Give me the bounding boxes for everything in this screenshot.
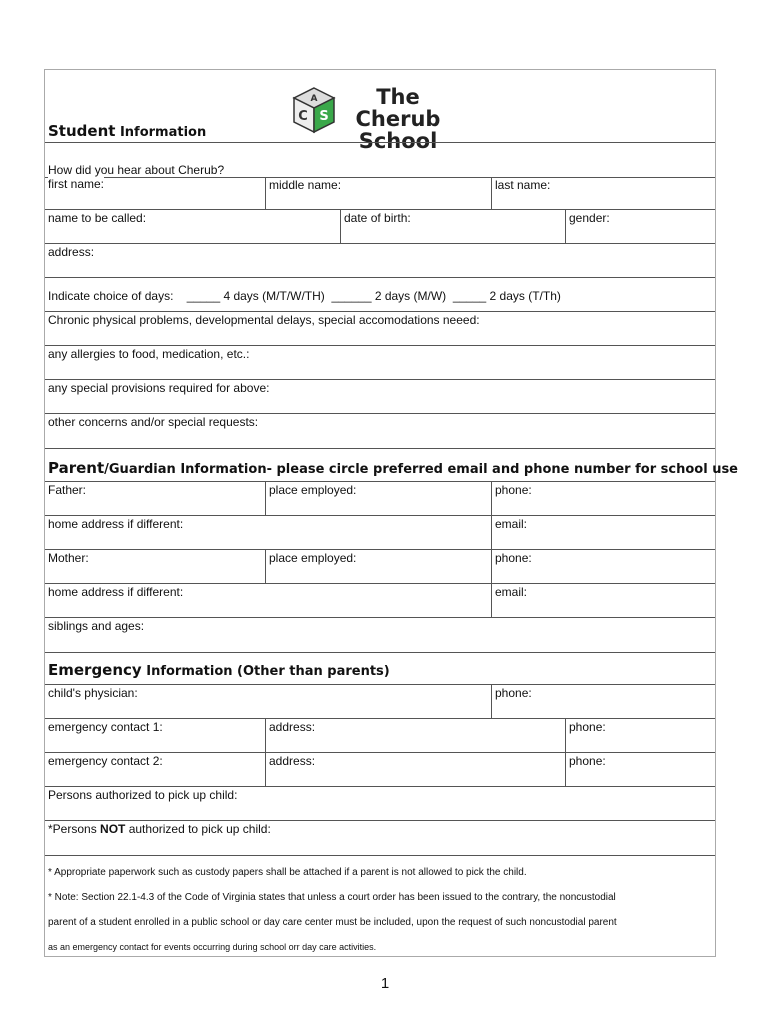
contact1-row [45,718,715,752]
cube-letter-c: C [298,109,308,124]
contact2-field[interactable]: emergency contact 2: [48,754,163,768]
called-row [45,209,715,243]
authorized-row [45,786,715,820]
contact1-phone-field[interactable]: phone: [565,719,715,752]
page-number: 1 [380,975,390,992]
days-choice[interactable]: Indicate choice of days: _____ 4 days (M/T/W/TH) ______ 2 days (M/W) _____ 2 days (T/Th) [48,289,561,303]
days-row [45,277,715,311]
mother-address-field[interactable]: home address if different: [48,585,184,599]
contact2-row [45,752,715,786]
provisions-row [45,379,715,413]
not-authorized-field[interactable]: *Persons NOT authorized to pick up child: [48,822,271,836]
siblings-field[interactable]: siblings and ages: [48,619,145,633]
physician-phone-field[interactable]: phone: [491,685,715,718]
allergies-row [45,345,715,379]
father-field[interactable]: Father: [48,483,87,497]
how-hear-label: How did you hear about Cherub? [48,163,225,177]
enrollment-form [44,69,738,957]
school-name: The Cherub School [355,85,441,153]
parent-section-heading: Parent/Guardian Information- please circle preferred email and phone number for school use [48,459,738,477]
address-row [45,243,715,277]
contact2-address-field[interactable]: address: [265,753,565,786]
virginia-note-line2: parent of a student enrolled in a public school or day care center must be included, upon the request of such noncustodial parent [48,917,617,928]
not-authorized-row [45,820,715,855]
father-address-field[interactable]: home address if different: [48,517,184,531]
siblings-row [45,617,715,652]
physician-row [45,684,715,718]
middle-name-field[interactable]: middle name: [265,177,491,210]
school-logo [292,85,462,153]
concerns-field[interactable]: other concerns and/or special requests: [48,415,259,429]
provisions-field[interactable]: any special provisions required for above: [48,381,270,395]
virginia-note-line3: as an emergency contact for events occurring during school orr day care activities. [48,942,377,952]
concerns-row [45,413,715,448]
mother-employer-field[interactable]: place employed: [265,550,491,583]
allergies-field[interactable]: any allergies to food, medication, etc.: [48,347,250,361]
mother-phone-field[interactable]: phone: [491,550,715,583]
chronic-field[interactable]: Chronic physical problems, developmental delays, special accomodations neeed: [48,313,480,327]
paperwork-note: * Appropriate paperwork such as custody papers shall be attached if a parent is not allowed to pick the child. [48,867,527,878]
father-row [45,481,715,515]
father-address-row [45,515,715,549]
student-section-heading: Student Information [48,122,207,140]
authorized-field[interactable]: Persons authorized to pick up child: [48,788,238,802]
father-employer-field[interactable]: place employed: [265,482,491,515]
physician-field[interactable]: child's physician: [48,686,138,700]
father-phone-field[interactable]: phone: [491,482,715,515]
last-name-field[interactable]: last name: [491,177,715,210]
mother-field[interactable]: Mother: [48,551,89,565]
virginia-note-line1: * Note: Section 22.1-4.3 of the Code of Virginia states that unless a court order has been issued to the contrary, the noncustodial [48,892,616,903]
mother-email-field[interactable]: email: [491,584,715,617]
contact2-phone-field[interactable]: phone: [565,753,715,786]
cube-letter-s: S [319,109,329,124]
emergency-section-heading: Emergency Information (Other than parents) [48,661,390,679]
father-email-field[interactable]: email: [491,516,715,549]
abc-cube-icon [292,86,336,134]
contact1-address-field[interactable]: address: [265,719,565,752]
dob-field[interactable]: date of birth: [340,210,565,243]
gender-field[interactable]: gender: [565,210,715,243]
name-called-field[interactable]: name to be called: [48,211,147,225]
mother-address-row [45,583,715,617]
cube-letter-a: A [310,94,318,104]
address-field[interactable]: address: [48,245,95,259]
chronic-row [45,311,715,345]
mother-row [45,549,715,583]
first-name-label: first name: [48,177,105,191]
contact1-field[interactable]: emergency contact 1: [48,720,163,734]
